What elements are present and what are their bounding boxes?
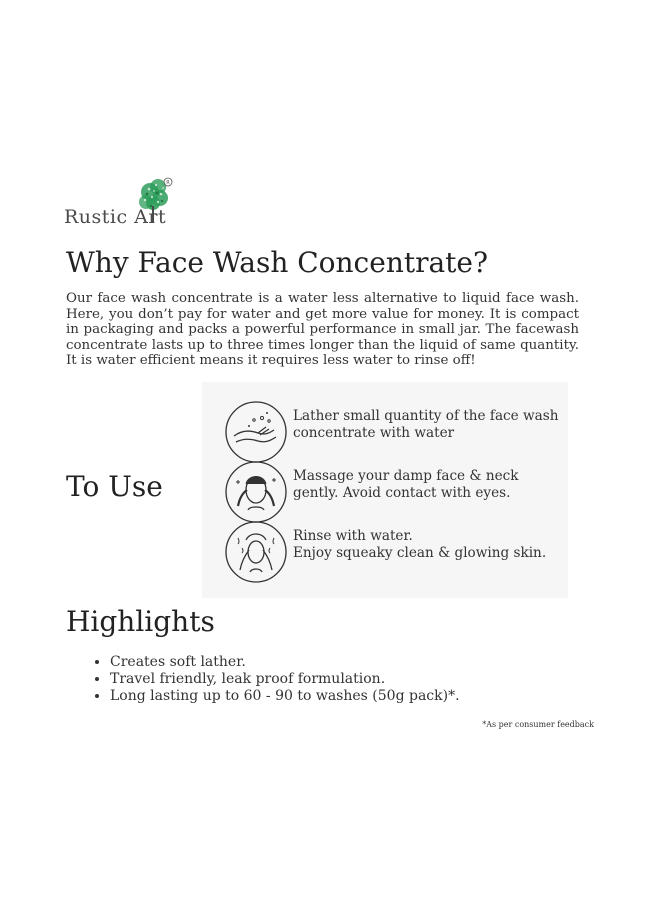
step-2-line-1: Massage your damp face & neck xyxy=(293,468,519,484)
hands-lather-icon xyxy=(224,400,288,464)
step-3-line-1: Rinse with water. xyxy=(293,528,413,544)
step-1-line-1: Lather small quantity of the face wash xyxy=(293,408,559,424)
intro-paragraph: Our face wash concentrate is a water less alternative to liquid face wash. Here, you don’t pay for water and get more value for money. It is compact in packaging and packs a powerful performance in small jar. The facewash concentrate lasts up to three times longer than the liquid of same quantity. It is water efficient means it requires less water to rinse off! xyxy=(66,291,579,368)
highlights-heading: Highlights xyxy=(66,605,215,638)
step-2-line-2: gently. Avoid contact with eyes. xyxy=(293,485,511,501)
step-3-line-2: Enjoy squeaky clean & glowing skin. xyxy=(293,545,547,561)
list-item: • Travel friendly, leak proof formulation. xyxy=(110,671,460,688)
step-2 xyxy=(224,460,564,520)
brand-name: Rustic Art xyxy=(64,206,167,228)
list-item: • Long lasting up to 60 - 90 to washes (50g pack)*. xyxy=(110,688,460,705)
face-rinse-icon xyxy=(224,520,288,584)
step-1-line-2: concentrate with water xyxy=(293,425,455,441)
to-use-heading: To Use xyxy=(66,470,163,503)
svg-text:R: R xyxy=(166,180,170,186)
footnote: *As per consumer feedback xyxy=(482,720,594,729)
page-title: Why Face Wash Concentrate? xyxy=(66,246,489,279)
to-use-steps-panel xyxy=(202,382,568,598)
step-3 xyxy=(224,520,564,580)
step-1 xyxy=(224,400,564,460)
face-massage-icon xyxy=(224,460,288,524)
brand-logo xyxy=(64,176,184,238)
list-item: • Creates soft lather. xyxy=(110,654,460,671)
highlights-list xyxy=(92,654,460,705)
